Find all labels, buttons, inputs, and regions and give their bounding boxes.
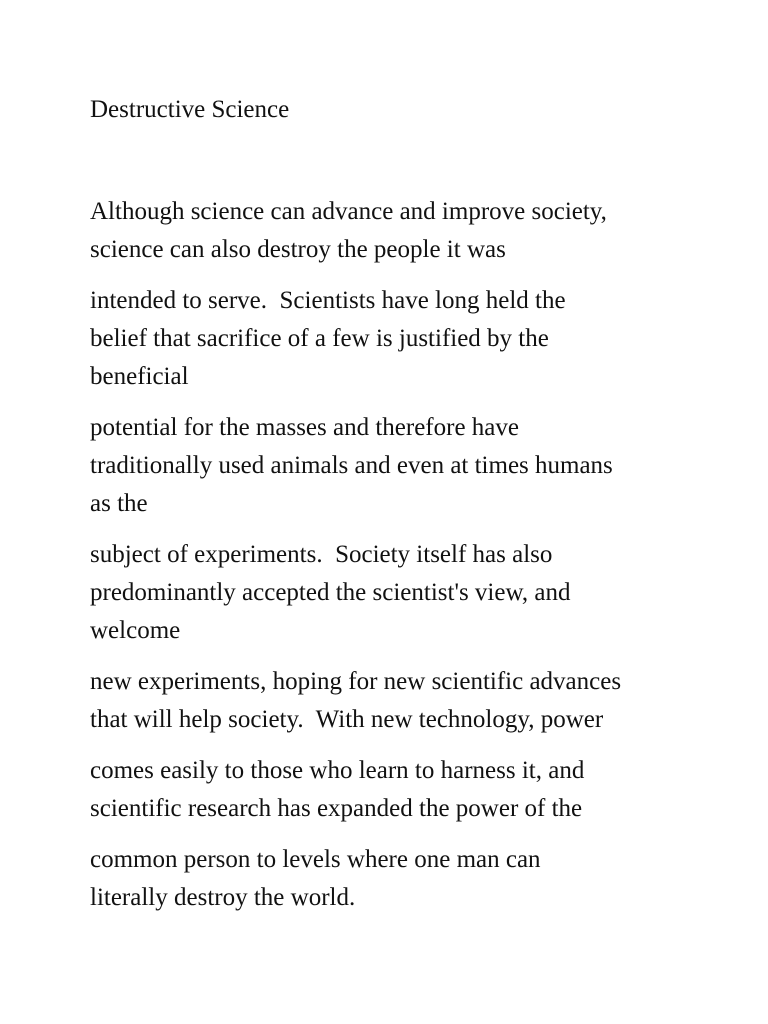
text-line: potential for the masses and therefore have <box>90 414 519 441</box>
text-line: predominantly accepted the scientist's view, and <box>90 579 571 606</box>
text-line: common person to levels where one man can <box>90 846 541 873</box>
paragraph <box>90 841 730 917</box>
text-line: science can also destroy the people it was <box>90 236 506 263</box>
text-line: comes easily to those who learn to harness it, and <box>90 757 585 784</box>
text-line: Although science can advance and improve society, <box>90 198 607 225</box>
text-line: traditionally used animals and even at times humans <box>90 452 613 479</box>
text-line: new experiments, hoping for new scientific advances <box>90 668 622 695</box>
text-line: welcome <box>90 617 181 644</box>
paragraph <box>90 193 730 269</box>
text-line: beneficial <box>90 363 189 390</box>
document-body <box>90 193 730 930</box>
text-line: that will help society. With new technology, power <box>90 706 604 733</box>
text-line: as the <box>90 490 148 517</box>
paragraph <box>90 663 730 739</box>
document-title: Destructive Science <box>90 96 290 123</box>
text-line: intended to serve. Scientists have long held the <box>90 287 566 314</box>
paragraph <box>90 409 730 523</box>
text-line: belief that sacrifice of a few is justified by the <box>90 325 549 352</box>
text-line: subject of experiments. Society itself has also <box>90 541 553 568</box>
paragraph <box>90 752 730 828</box>
text-line: literally destroy the world. <box>90 884 356 911</box>
paragraph <box>90 536 730 650</box>
paragraph <box>90 282 730 396</box>
text-line: scientific research has expanded the power of the <box>90 795 583 822</box>
